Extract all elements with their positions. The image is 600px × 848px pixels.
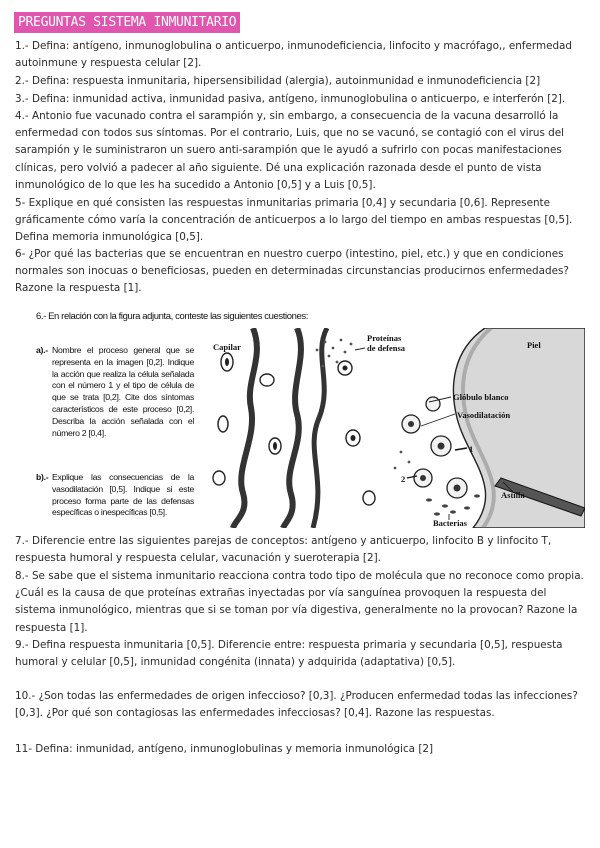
question-11: 11- Defina: inmunidad, antígeno, inmunoglobulinas y memoria inmunológica [2]: [15, 743, 434, 755]
question-7: 7.- Diferencie entre las siguientes parejas de conceptos: antígeno y anticuerpo, linfocito B y linfocito T, respuesta humoral y respuesta celular, vacunación y sueroterapia [2].: [15, 535, 552, 565]
question-6: 6- ¿Por qué las bacterias que se encuentran en nuestro cuerpo (intestino, piel, etc.) y que en condiciones normales son inocuas o beneficiosas, pueden en determinadas circunstancias producirnos enfermedades? Razone la respuesta [1].: [15, 248, 569, 295]
label-number-1: 1: [469, 444, 474, 454]
defense-protein-dots: [316, 339, 411, 470]
figure-question-heading: 6.- En relación con la figura adjunta, conteste las siguientes cuestiones:: [36, 311, 308, 322]
label-number-2: 2: [401, 474, 406, 484]
label-proteinas-1: Proteínas: [367, 333, 402, 343]
question-1: 1.- Defina: antígeno, inmunoglobulina o anticuerpo, inmunodeficiencia, linfocito y macrófago,, enfermedad autoinmune y respuesta celular [2].: [15, 40, 573, 70]
question-8: 8.- Se sabe que el sistema inmunitario reacciona contra todo tipo de molécula que no reconoce como propia. ¿Cuál es la causa de que proteínas extrañas inyectadas por vía sanguínea provoquen la respuesta del sistema inmunológico, mientras que si se toman por vía digestiva, generalmente no la provocan? Razone la respuesta [1].: [15, 570, 584, 634]
page-title: PREGUNTAS SISTEMA INMUNITARIO: [14, 12, 240, 33]
question-10: 10.- ¿Son todas las enfermedades de origen infeccioso? [0,3]. ¿Producen enfermedad todas las infecciones? [0,3]. ¿Por qué son contagiosas las enfermedades infecciosas? [0,4]. Razone las respuestas.: [15, 690, 578, 720]
question-5: 5- Explique en qué consisten las respuestas inmunitarias primaria [0,4] y secundaria [0,6]. Represente gráficamente cómo varía la concentración de anticuerpos a lo largo del tiempo en ambas respuestas [0,5]. Defina memoria inmunológica [0,5].: [15, 197, 573, 244]
question-2: 2.- Defina: respuesta inmunitaria, hipersensibilidad (alergia), autoinmunidad e inmunodeficiencia [2]: [15, 75, 541, 87]
question-9: 9.- Defina respuesta inmunitaria [0,5]. Diferencie entre: respuesta primaria y secundaria [0,5], respuesta humoral y celular [0,5], inmunidad congénita (innata) y adquirida (adaptativa) [0,5].: [15, 639, 563, 669]
capillary-wall-left: [233, 328, 257, 528]
figure-question-b: [36, 472, 194, 519]
question-4: 4.- Antonio fue vacunado contra el sarampión y, sin embargo, a consecuencia de la vacuna desarrolló la enfermedad con todos sus síntomas. Por el contrario, Luis, que no se vacunó, se contagió con el virus del sarampión y le suministraron un suero anti-sarampión que le ayudó a sufrirlo con pocas manifestaciones clínicas, pero volvió a padecer al año siguiente. Dé una explicación razonada desde el punto de vista inmunológico de lo que les ha sucedido a Antonio [0,5] y a Luis [0,5].: [15, 110, 565, 191]
inflammation-figure: [205, 328, 585, 528]
red-blood-cells: [213, 353, 375, 505]
label-bacterias: Bacterias: [433, 518, 467, 528]
label-piel: Piel: [527, 340, 541, 350]
figure-question-a: [36, 345, 194, 439]
label-vasodilatacion: Vasodilatación: [457, 410, 511, 420]
figure-question-a-label: a).-: [36, 345, 48, 355]
figure-question-b-text: Explique las consecuencias de la vasodilatación [0,5]. Indique si este proceso forma parte de las defensas específicas o inespecíficas [0,5].: [52, 472, 194, 518]
label-globulo-blanco: Glóbulo blanco: [453, 392, 509, 402]
label-proteinas-2: de defensa: [367, 343, 406, 353]
question-3: 3.- Defina: inmunidad activa, inmunidad pasiva, antígeno, inmunoglobulina o anticuerpo, e interferón [2].: [15, 93, 566, 105]
label-astilla: Astilla: [501, 490, 525, 500]
label-capilar: Capilar: [213, 342, 241, 352]
figure-question-a-text: Nombre el proceso general que se representa en la imagen [0,2]. Indique la acción que realiza la célula señalada con el número 1 y el tipo de célula de que se trata [0,2]. Cite dos síntomas característicos de este proceso [0,2]. Describa la acción señalada con el número 2 [0,4].: [52, 345, 194, 438]
figure-question-b-label: b).-: [36, 472, 49, 482]
capillary-wall-right: [283, 328, 301, 528]
